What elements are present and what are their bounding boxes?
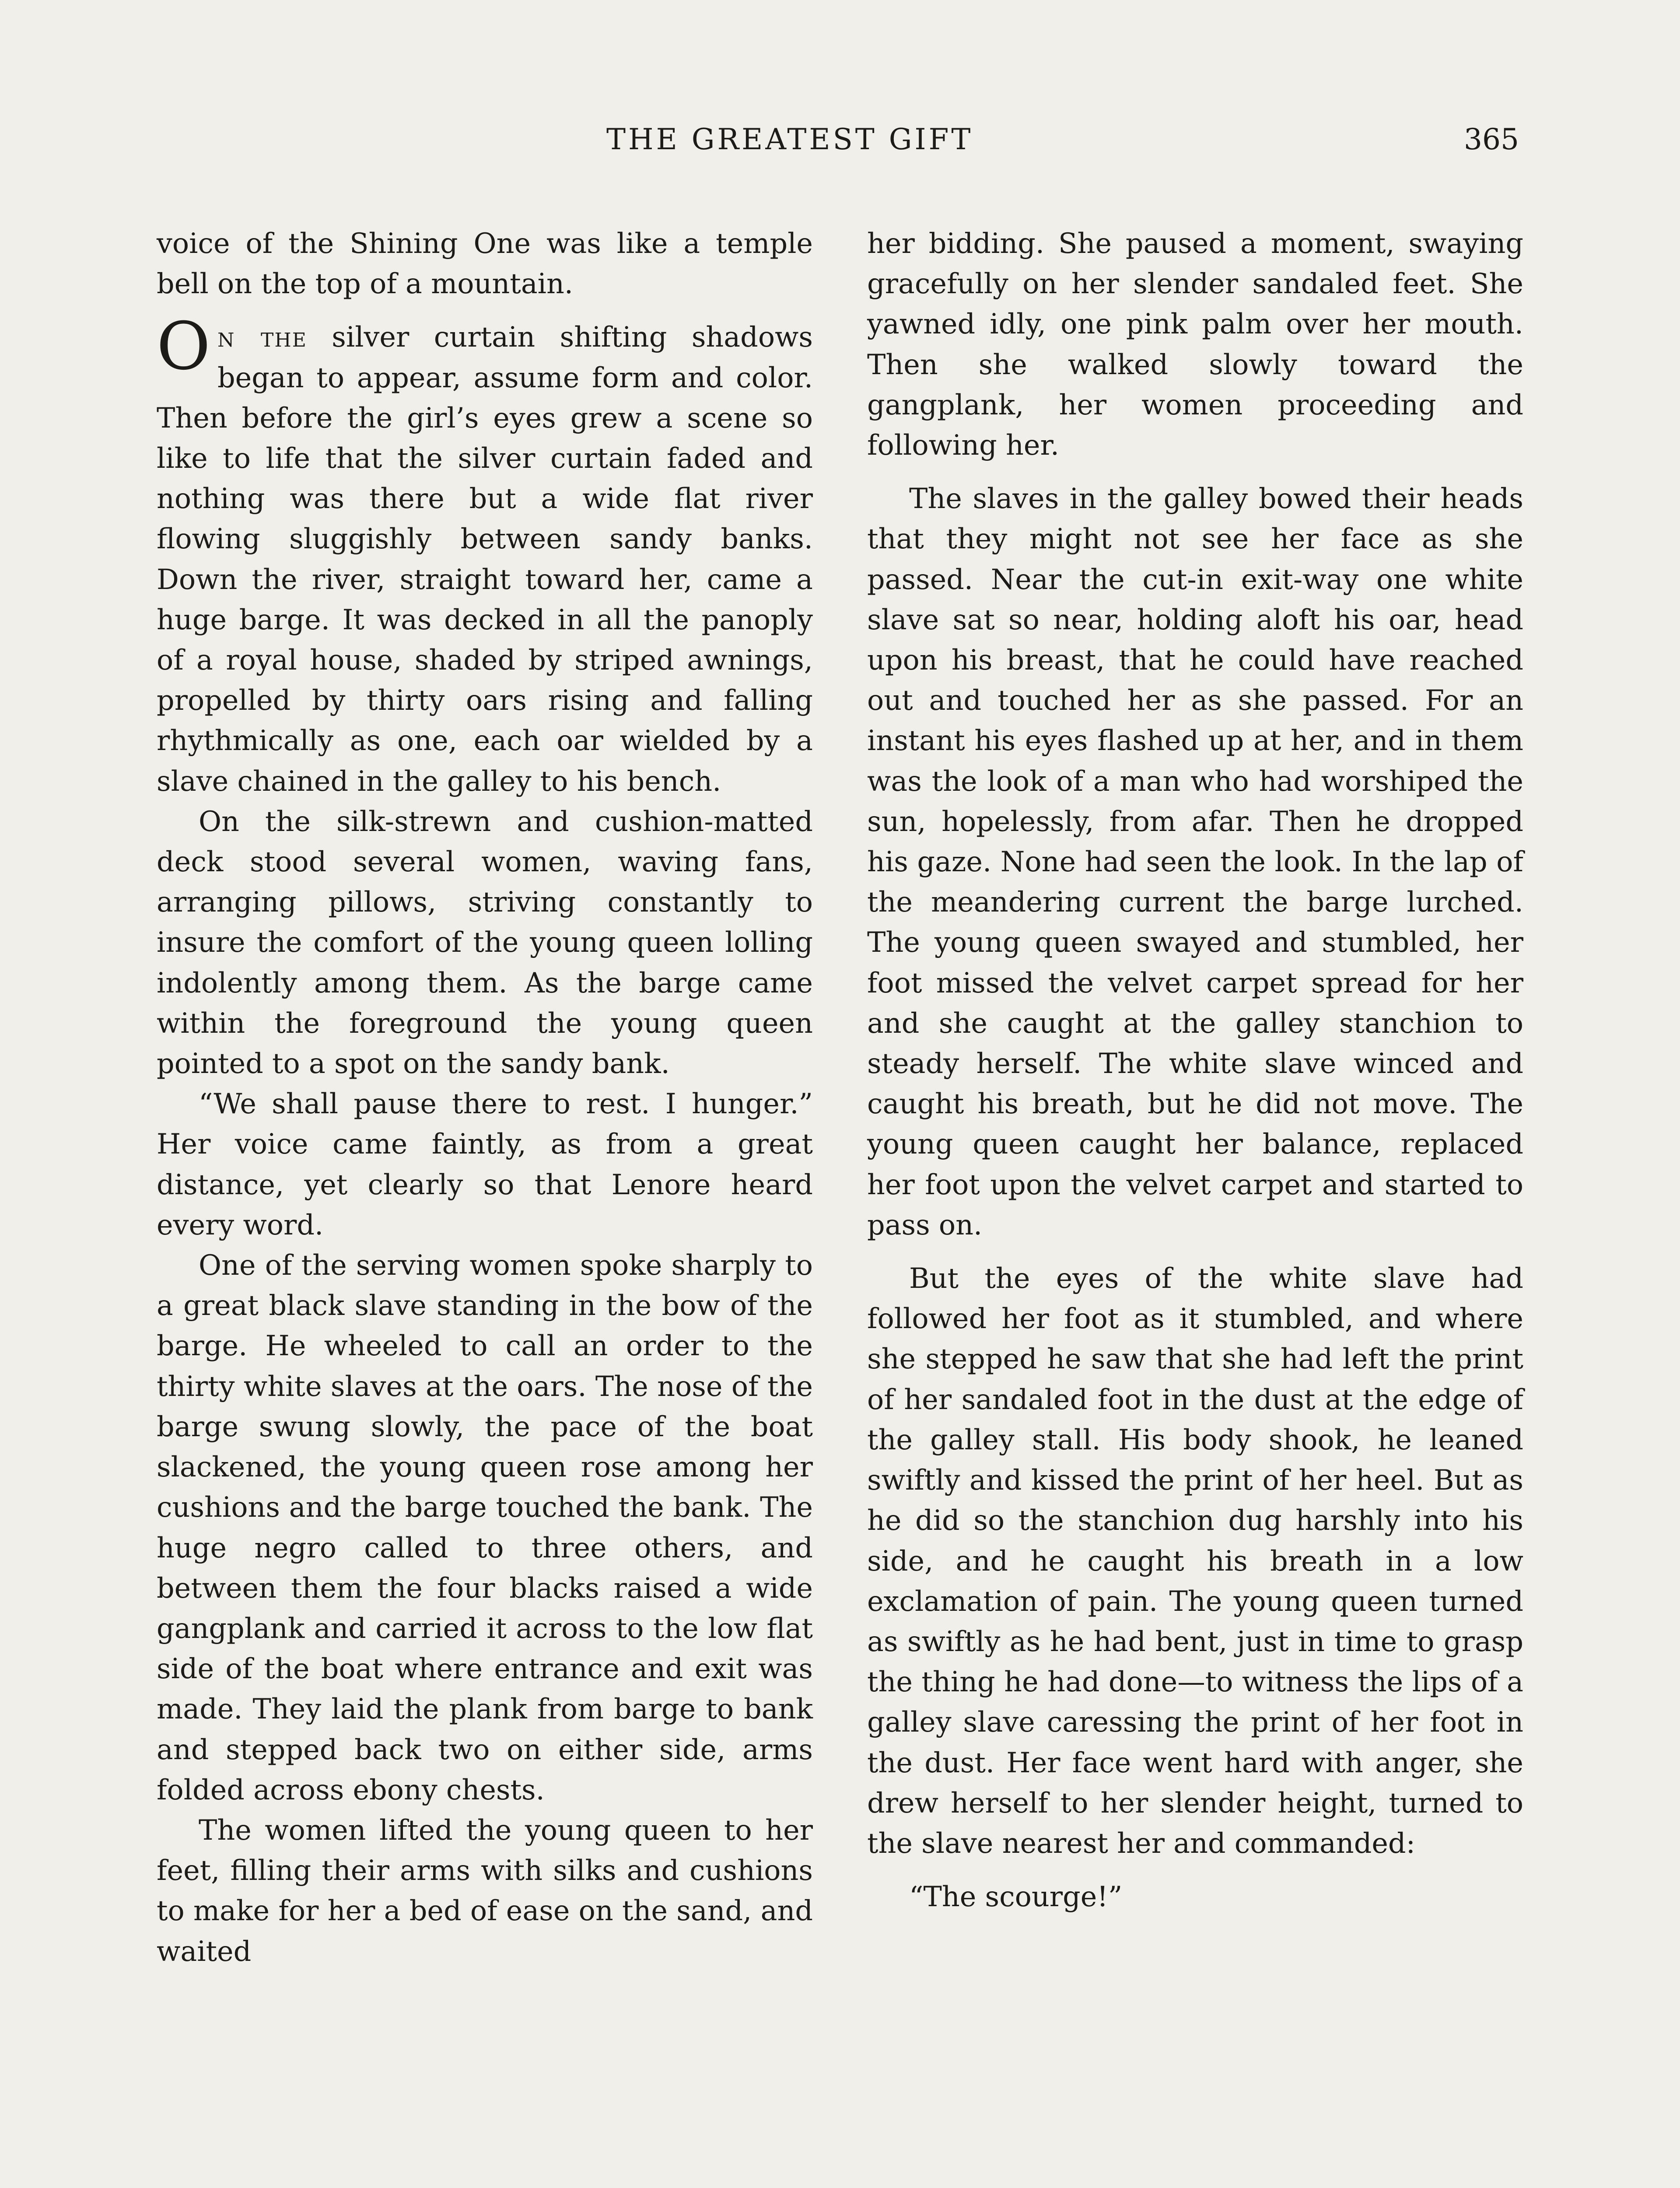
- drop-cap: O: [157, 309, 210, 385]
- paragraph-with-dropcap: [157, 309, 813, 801]
- paragraph: her bidding. She paused a moment, swaying gracefully on her slender sandaled feet. She yawned idly, one pink palm over her mouth. Then she walked slowly toward the gangplank, her women proceeding and following her.: [867, 227, 1523, 462]
- paragraph: The women lifted the young queen to her feet, filling their arms with silks and cushions to make for her a bed of ease on the sand, and waited: [157, 1813, 813, 1967]
- left-column: [157, 223, 813, 1971]
- paragraph: voice of the Shining One was like a temple bell on the top of a mountain.: [157, 227, 813, 300]
- paragraph-text: silver curtain shifting shadows began to appear, assume form and color. Then before the girl’s eyes grew a scene so like to life that the silver curtain faded and nothing was there but a wide flat river flowing sluggishly between sandy banks. Down the river, straight toward her, came a huge barge. It was decked in all the panoply of a royal house, shaded by striped awnings, propelled by thirty oars rising and falling rhythmically as one, each oar wielded by a slave chained in the galley to his bench.: [157, 321, 813, 797]
- right-column: [867, 223, 1523, 1917]
- paragraph: “The scourge!”: [909, 1880, 1123, 1913]
- paragraph: But the eyes of the white slave had followed her foot as it stumbled, and where she stepped he saw that she had left the print of her sandaled foot in the dust at the edge of the galley stall. His body shook, he leaned swiftly and kissed the print of her heel. But as he did so the stanchion dug harshly into his side, and he caught his breath in a low exclamation of pain. The young queen turned as swiftly as he had bent, just in time to grasp the thing he had done—to witness the lips of a galley slave caressing the print of her foot in the dust. Her face went hard with anger, she drew herself to her slender height, turned to the slave nearest her and commanded:: [867, 1262, 1523, 1859]
- page-number: 365: [1464, 123, 1519, 156]
- paragraph: The slaves in the galley bowed their heads that they might not see her face as she passed. Near the cut-in exit-way one white slave sat so near, holding aloft his oar, head upon his breast, that he could have reached out and touched her as she passed. For an instant his eyes flashed up at her, and in them was the look of a man who had worshiped the sun, hopelessly, from afar. Then he dropped his gaze. None had seen the look. In the lap of the meandering current the barge lurched. The young queen swayed and stumbled, her foot missed the velvet carpet spread for her and she caught at the galley stanchion to steady herself. The white slave winced and caught his breath, but he did not move. The young queen caught her balance, replaced her foot upon the velvet carpet and started to pass on.: [867, 482, 1523, 1241]
- running-title: THE GREATEST GIFT: [606, 123, 973, 156]
- paragraph: On the silk-strewn and cushion-matted deck stood several women, waving fans, arranging pillows, striving constantly to insure the comfort of the young queen lolling indolently among them. As the barge came within the foreground the young queen pointed to a spot on the sandy bank.: [157, 805, 813, 1080]
- paragraph: “We shall pause there to rest. I hunger.” Her voice came faintly, as from a great distance, yet clearly so that Lenore heard every word.: [157, 1087, 813, 1241]
- running-head: [0, 123, 1680, 175]
- small-caps-lead: n the: [217, 321, 307, 354]
- paragraph: One of the serving women spoke sharply to a great black slave standing in the bow of the barge. He wheeled to call an order to the thirty white slaves at the oars. The nose of the barge swung slowly, the pace of the boat slackened, the young queen rose among her cushions and the barge touched the bank. The huge negro called to three others, and between them the four blacks raised a wide gangplank and carried it across to the low flat side of the boat where entrance and exit was made. They laid the plank from barge to bank and stepped back two on either side, arms folded across ebony chests.: [157, 1249, 813, 1806]
